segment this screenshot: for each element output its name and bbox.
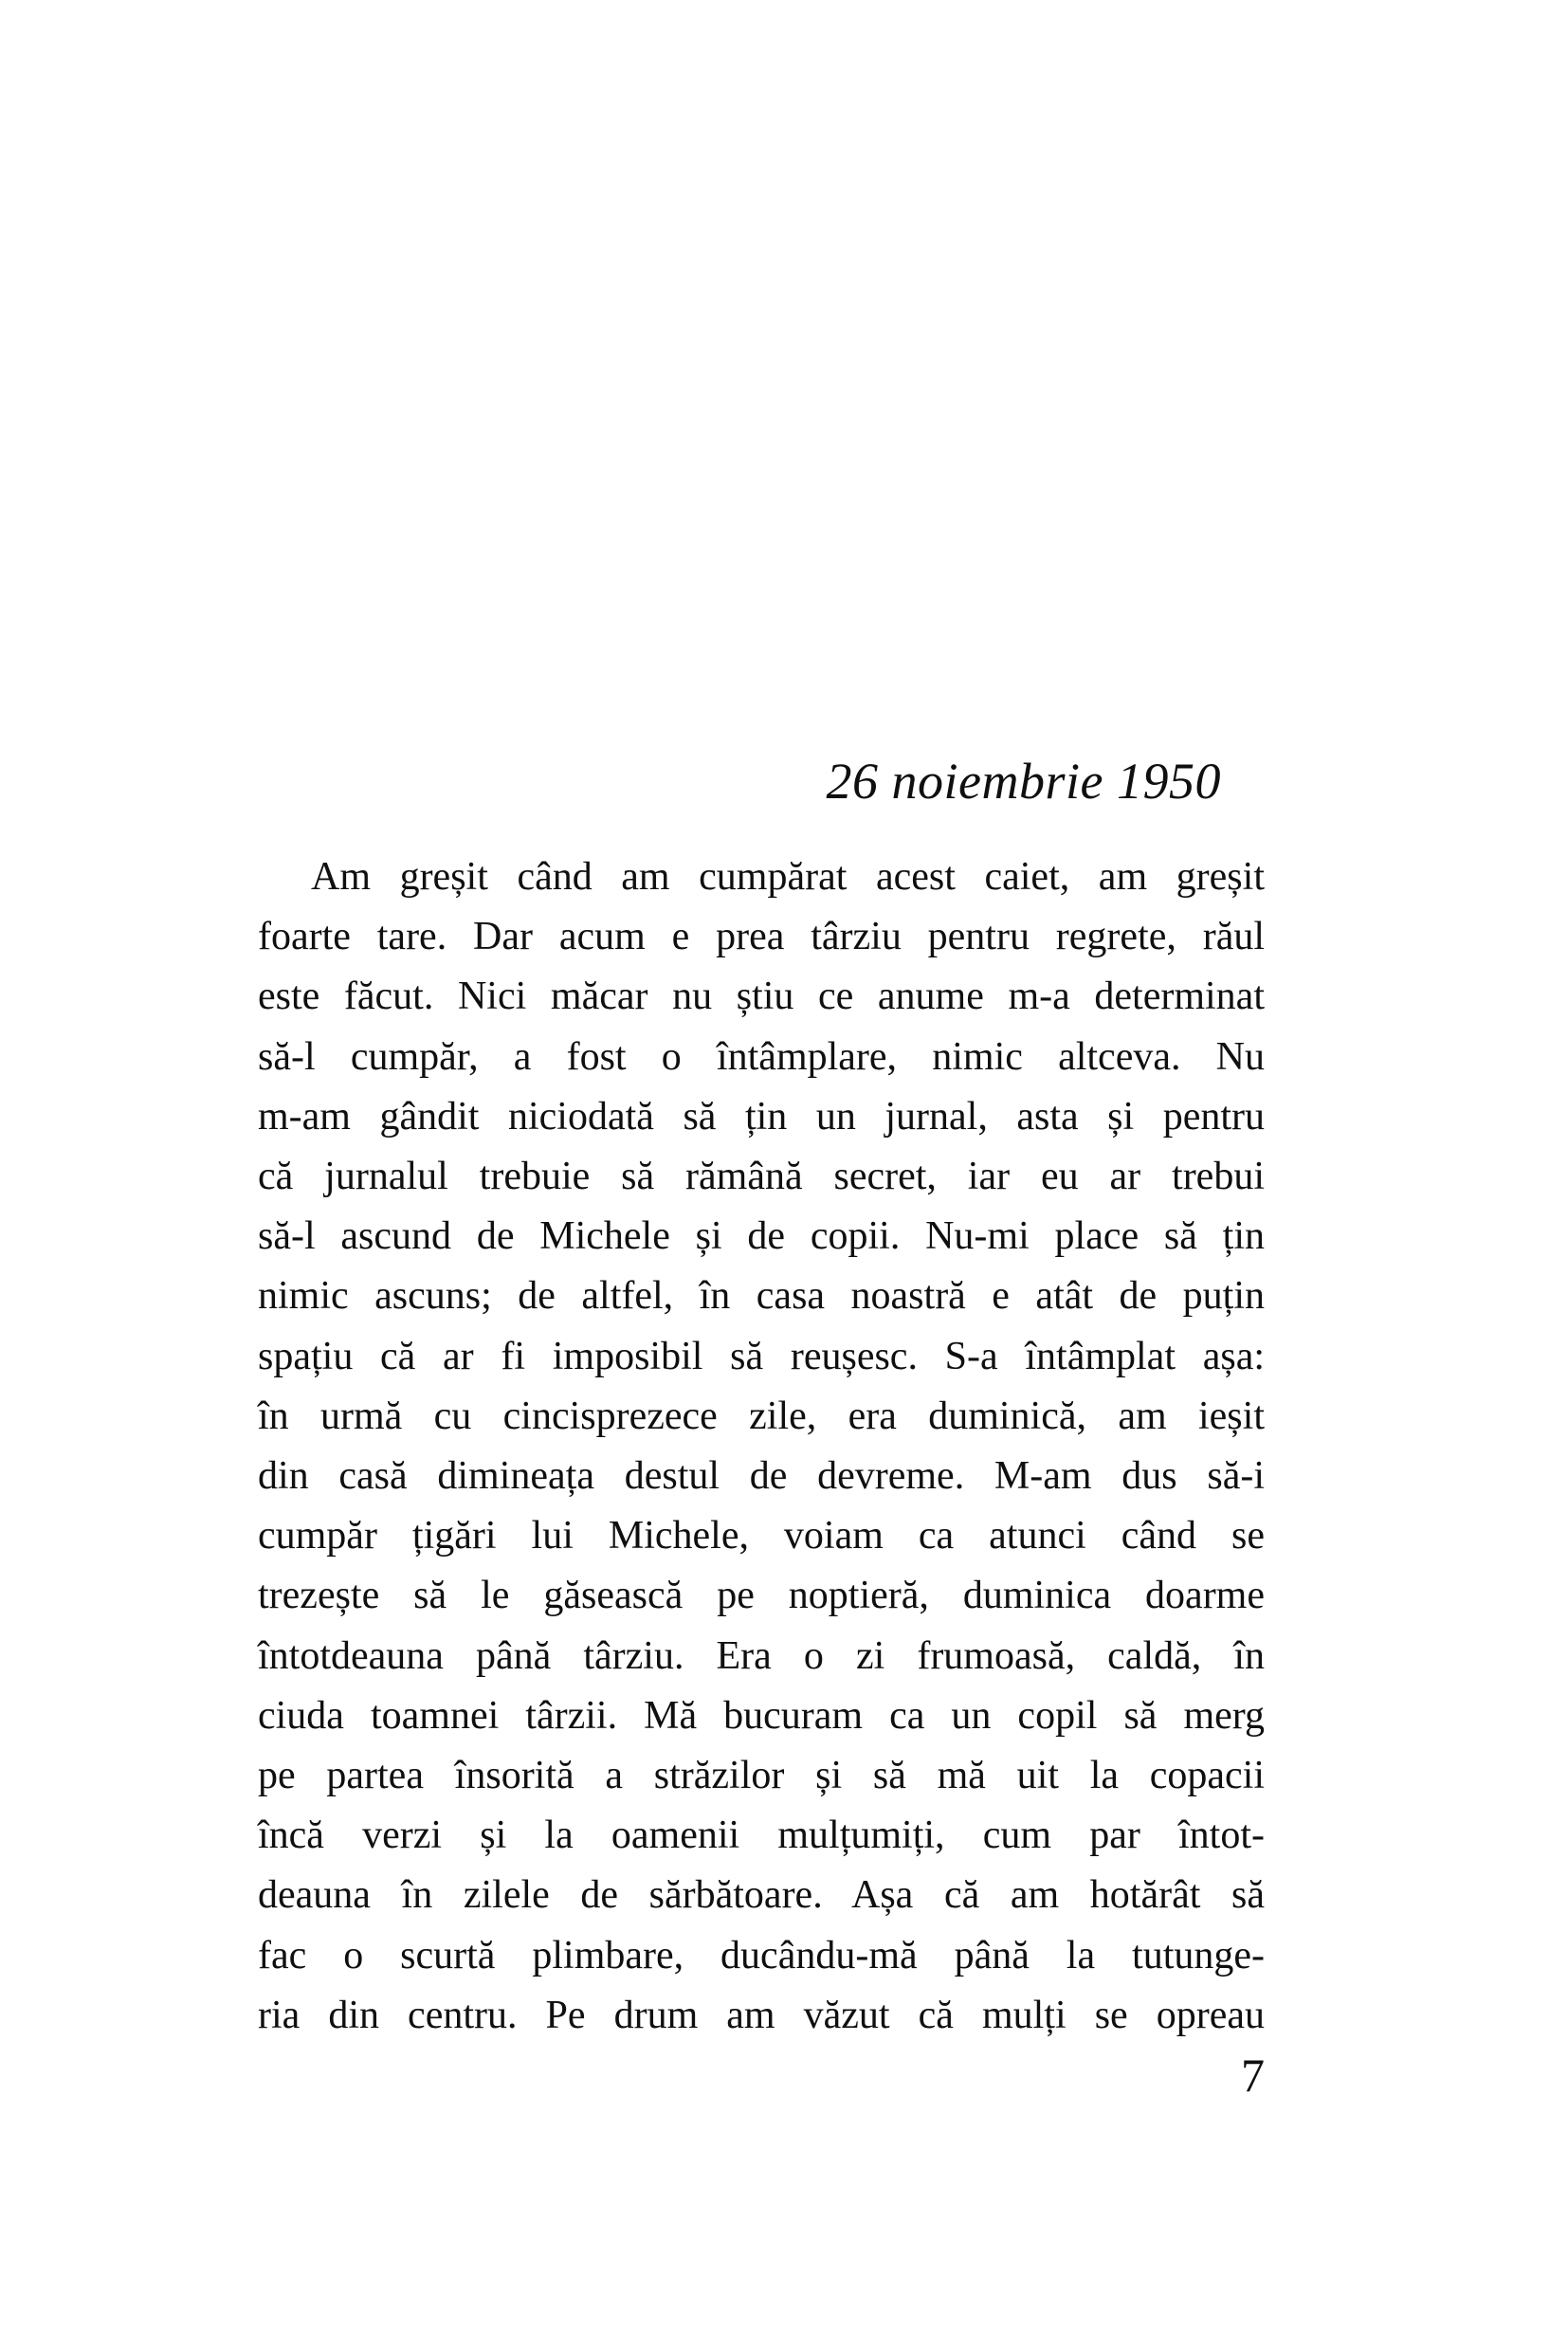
date-heading: 26 noiembrie 1950 xyxy=(826,753,1221,810)
body-line: fac o scurtă plimbare, ducându-mă până la tutunge- xyxy=(258,1933,1265,1977)
body-line: foarte tare. Dar acum e prea târziu pentru regrete, răul xyxy=(258,915,1265,959)
body-line: întotdeauna până târziu. Era o zi frumoasă, caldă, în xyxy=(258,1633,1265,1678)
body-line: în urmă cu cincisprezece zile, era duminică, am ieșit xyxy=(258,1394,1265,1438)
body-line: m-am gândit niciodată să țin un jurnal, asta și pentru xyxy=(258,1094,1265,1139)
body-line: spațiu că ar fi imposibil să reușesc. S-a întâmplat așa: xyxy=(258,1334,1265,1378)
body-line: ciuda toamnei târzii. Mă bucuram ca un copil să merg xyxy=(258,1693,1265,1738)
text-block xyxy=(258,751,1265,2046)
body-line: să-l cumpăr, a fost o întâmplare, nimic altceva. Nu xyxy=(258,1034,1265,1079)
body-line: este făcut. Nici măcar nu știu ce anume m-a determinat xyxy=(258,975,1265,1019)
body-line: Am greșit când am cumpărat acest caiet, am greșit xyxy=(311,855,1265,899)
body-line: pe partea însorită a străzilor și să mă uit la copacii xyxy=(258,1754,1265,1798)
body-line: că jurnalul trebuie să rămână secret, iar eu ar trebui xyxy=(258,1155,1265,1199)
body-paragraph xyxy=(258,847,1265,2046)
body-line: să-l ascund de Michele și de copii. Nu-mi place să țin xyxy=(258,1214,1265,1259)
body-line: cumpăr țigări lui Michele, voiam ca atunci când se xyxy=(258,1514,1265,1558)
body-line: deauna în zilele de sărbătoare. Așa că am hotărât să xyxy=(258,1873,1265,1918)
body-line: din casă dimineața destul de devreme. M-am dus să-i xyxy=(258,1454,1265,1499)
body-line: nimic ascuns; de altfel, în casa noastră e atât de puțin xyxy=(258,1274,1265,1319)
body-line: trezește să le găsească pe noptieră, duminica doarme xyxy=(258,1574,1265,1618)
body-line: încă verzi și la oamenii mulțumiți, cum par întot- xyxy=(258,1813,1265,1858)
body-line: ria din centru. Pe drum am văzut că mulți se opreau xyxy=(258,1993,1265,2037)
page-number: 7 xyxy=(1241,2049,1265,2102)
